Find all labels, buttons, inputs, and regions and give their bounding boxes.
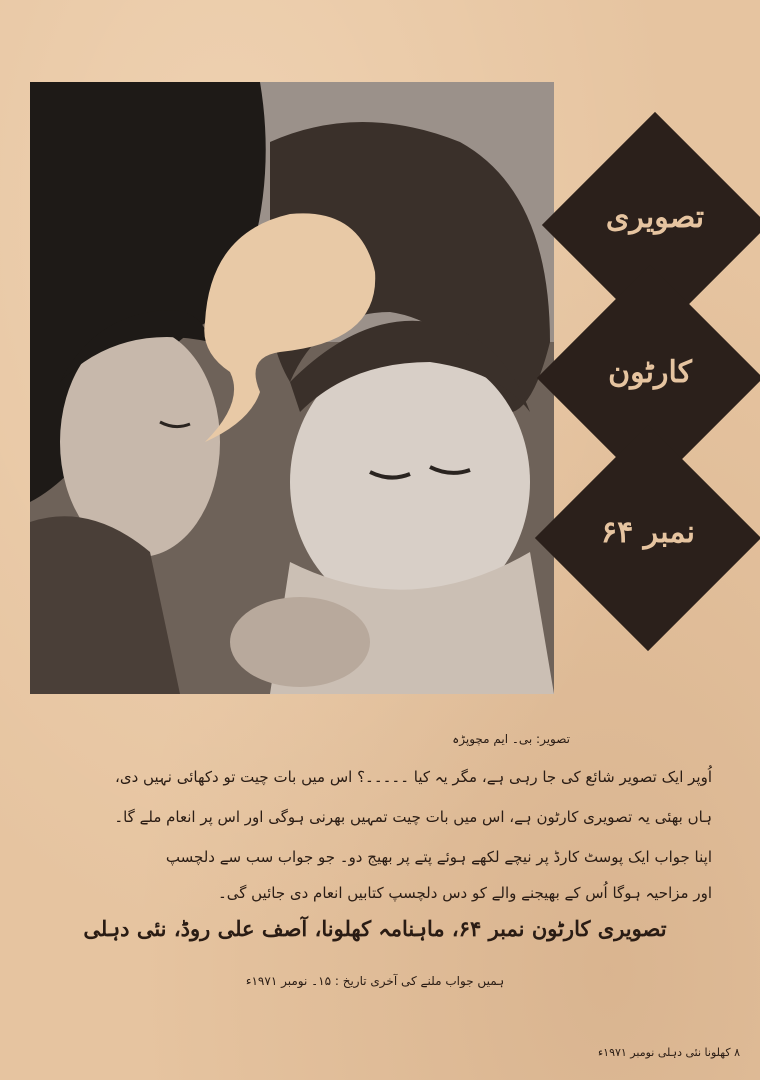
- title-word-3: نمبر ۶۴: [601, 515, 695, 550]
- photo-illustration: [30, 82, 554, 694]
- deadline-note: ہمیں جواب ملنے کی آخری تاریخ : ۱۵۔ نومبر ۱۹۷۱ء: [245, 974, 505, 988]
- body-line-3: اپنا جواب ایک پوسٹ کارڈ پر نیچے لکھے ہوئے پتے پر بھیج دو۔ جو جواب سب سے دلچسپ: [165, 848, 712, 866]
- title-word-1: تصویری: [605, 200, 705, 235]
- title-word-2: کارٹون: [608, 355, 692, 390]
- photograph-two-girls: [30, 82, 554, 694]
- body-line-4: اور مزاحیہ ہوگا اُس کے بھیجنے والے کو دس دلچسپ کتابیں انعام دی جائیں گی۔: [217, 884, 712, 902]
- page-footer: ۸ کھلونا نئی دہلی نومبر ۱۹۷۱ء: [597, 1046, 740, 1059]
- body-line-2: ہاں بھئی یہ تصویری کارٹون ہے، اس میں بات چیت تمہیں بھرنی ہوگی اور اس پر انعام ملے گا۔: [114, 808, 712, 826]
- contest-address: تصویری کارٹون نمبر ۶۴، ماہنامہ کھلونا، آصف علی روڈ، نئی دہلی: [83, 916, 667, 941]
- photo-credit: تصویر: بی۔ ایم مچوپڑہ: [452, 732, 570, 746]
- body-line-1: اُوپر ایک تصویر شائع کی جا رہی ہے، مگر یہ کیا ۔۔۔۔۔؟ اس میں بات چیت تو دکھائی نہیں دی،: [115, 768, 712, 786]
